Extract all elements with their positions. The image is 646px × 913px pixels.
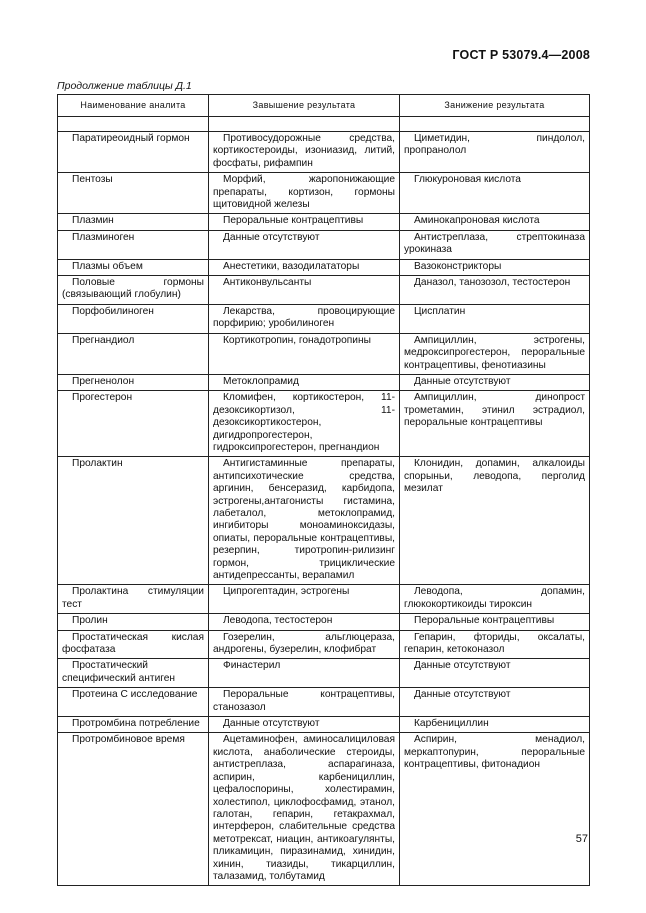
decrease-cell-container <box>400 717 590 733</box>
analyte-cell: Пролин <box>72 615 108 627</box>
analyte-cell-container <box>58 630 209 659</box>
table-row <box>58 717 590 733</box>
page-number: 57 <box>575 833 588 845</box>
table-row <box>58 391 590 457</box>
decrease-cell-container <box>400 688 590 717</box>
analyte-cell: Протеина С исследование <box>72 689 198 701</box>
analyte-cell: Простатический специфический антиген <box>62 660 176 684</box>
increase-cell: Кломифен, кортикостерон, 11-дезоксикортизол, 11-дезоксикортикостерон, дигидропрогестерон, гидроксипрогестерон, прегнандион <box>213 392 395 453</box>
decrease-cell: Даназол, танозозол, тестостерон <box>414 277 571 289</box>
table-row <box>58 259 590 275</box>
decrease-cell-container <box>400 391 590 457</box>
analyte-cell: Половые гормоны (связывающий глобулин) <box>62 277 204 301</box>
decrease-cell: Глюкуроновая кислота <box>414 174 521 186</box>
table-row <box>58 733 590 886</box>
increase-cell: Противосудорожные средства, кортикостероиды, изониазид, литий, фосфаты, рифампин <box>213 133 395 169</box>
increase-cell-container <box>209 391 400 457</box>
spacer-row <box>58 117 590 132</box>
increase-cell: Данные отсутствуют <box>223 718 320 730</box>
decrease-cell-container <box>400 230 590 259</box>
table-row <box>58 230 590 259</box>
table-row <box>58 132 590 173</box>
increase-cell-container <box>209 630 400 659</box>
decrease-cell-container <box>400 457 590 585</box>
decrease-cell: Леводопа, допамин, глюкокортикоиды тироксин <box>404 586 585 610</box>
analyte-cell-container <box>58 276 209 305</box>
analyte-cell: Пролактина стимуляции тест <box>62 586 204 610</box>
table-row <box>58 374 590 390</box>
column-header-increase: Завышение результата <box>209 95 400 117</box>
decrease-cell: Данные отсутствуют <box>414 660 511 672</box>
analyte-cell: Паратиреоидный гормон <box>72 133 190 144</box>
decrease-cell-container <box>400 585 590 614</box>
increase-cell: Антигистаминные препараты, антипсихотические средства, аргинин, бенсеразид, карбидопа, эстрогены,антагонисты гистамина, лабеталол, метоклопрамид, ингибиторы моноаминоксидазы, опиаты, пероральные контрацептивы, резерпин, тиротропин-рилизинг гормон, трициклические антидепрессанты, верапамил <box>213 458 395 581</box>
increase-cell-container <box>209 733 400 886</box>
decrease-cell: Цисплатин <box>414 305 466 317</box>
increase-cell-container <box>209 132 400 173</box>
analyte-cell: Плазмин <box>72 215 114 227</box>
analyte-cell-container <box>58 259 209 275</box>
decrease-cell: Клонидин, допамин, алкалоиды спорыньи, леводопа, перголид мезилат <box>404 458 585 495</box>
analyte-cell-container <box>58 132 209 173</box>
analyte-cell: Прегненолон <box>72 375 135 387</box>
increase-cell: Анестетики, вазодилататоры <box>223 260 360 272</box>
increase-cell: Финастерил <box>223 660 281 672</box>
analyte-cell-container <box>58 733 209 886</box>
table-row <box>58 457 590 585</box>
decrease-cell-container <box>400 214 590 230</box>
increase-cell: Гозерелин, альглюцераза, андрогены, бузерелин, клофибрат <box>213 631 395 656</box>
analyte-cell: Простатическая кислая фосфатаза <box>62 631 204 656</box>
decrease-cell-container <box>400 276 590 305</box>
analyte-cell: Пентозы <box>72 174 113 186</box>
decrease-cell-container <box>400 630 590 659</box>
table-row <box>58 614 590 630</box>
analyte-cell-container <box>58 333 209 374</box>
table-row <box>58 276 590 305</box>
increase-cell: Ацетаминофен, аминосалициловая кислота, анаболические стероиды, антистреплаза, аспарагиназа, аспирин, карбенициллин, цефалоспорины, холестирамин, холестипол, циклофосфамид, этанол, галотан, гепарин, гетакрахмал, интерферон, слабительные средства метотрексат, ниацин, антикоагулянты, пликамицин, пиразинамид, хинидин, хинин, тиазиды, тикарциллин, талазамид, толбутамид <box>213 734 395 882</box>
analyte-cell: Порфобилиноген <box>72 305 154 317</box>
decrease-cell: Циметидин, пиндолол, пропранолол <box>404 133 585 157</box>
increase-cell-container <box>209 276 400 305</box>
table-row <box>58 304 590 333</box>
table-row <box>58 214 590 230</box>
increase-cell-container <box>209 585 400 614</box>
increase-cell-container <box>209 214 400 230</box>
increase-cell: Антиконвульсанты <box>223 277 312 289</box>
decrease-cell-container <box>400 259 590 275</box>
analyte-cell-container <box>58 717 209 733</box>
analyte-cell-container <box>58 614 209 630</box>
analyte-cell-container <box>58 585 209 614</box>
analyte-cell: Плазминоген <box>72 231 135 243</box>
decrease-cell: Аминокапроновая кислота <box>414 215 540 227</box>
increase-cell: Кортикотропин, гонадотропины <box>223 334 371 346</box>
increase-cell: Пероральные контрацептивы, станозазол <box>213 689 395 713</box>
increase-cell-container <box>209 230 400 259</box>
standard-number: ГОСТ Р 53079.4—2008 <box>452 48 590 62</box>
decrease-cell: Гепарин, фториды, оксалаты, гепарин, кетоконазол <box>404 631 585 656</box>
analyte-cell-container <box>58 214 209 230</box>
table-header-row <box>58 95 590 117</box>
table-row <box>58 585 590 614</box>
decrease-cell-container <box>400 733 590 886</box>
decrease-cell-container <box>400 304 590 333</box>
increase-cell: Леводопа, тестостерон <box>223 615 333 627</box>
analyte-table <box>57 94 590 886</box>
decrease-cell: Ампициллин, эстрогены, медроксипрогестерон, пероральные контрацептивы, фенотиазины <box>404 334 585 371</box>
decrease-cell-container <box>400 614 590 630</box>
column-header-decrease: Занижение результата <box>400 95 590 117</box>
increase-cell: Метоклопрамид <box>223 375 299 387</box>
decrease-cell-container <box>400 333 590 374</box>
increase-cell-container <box>209 374 400 390</box>
decrease-cell-container <box>400 173 590 214</box>
analyte-cell-container <box>58 374 209 390</box>
analyte-cell-container <box>58 230 209 259</box>
analyte-cell: Прегнандиол <box>72 334 135 346</box>
table-row <box>58 659 590 688</box>
increase-cell-container <box>209 688 400 717</box>
increase-cell-container <box>209 614 400 630</box>
analyte-cell: Протромбиновое время <box>72 734 185 746</box>
analyte-cell-container <box>58 173 209 214</box>
decrease-cell: Карбенициллин <box>414 718 489 730</box>
table-row <box>58 630 590 659</box>
analyte-cell-container <box>58 391 209 457</box>
decrease-cell-container <box>400 374 590 390</box>
increase-cell: Пероральные контрацептивы <box>223 215 364 227</box>
analyte-cell-container <box>58 457 209 585</box>
decrease-cell: Ампициллин, динопрост трометамин, этинил эстрадиол, пероральные контрацептивы <box>404 392 585 429</box>
increase-cell: Данные отсутствуют <box>223 231 320 243</box>
table-row <box>58 173 590 214</box>
increase-cell-container <box>209 659 400 688</box>
increase-cell: Морфий, жаропонижающие препараты, кортизон, гормоны щитовидной железы <box>213 174 395 211</box>
decrease-cell-container <box>400 132 590 173</box>
increase-cell-container <box>209 173 400 214</box>
increase-cell-container <box>209 457 400 585</box>
decrease-cell-container <box>400 659 590 688</box>
decrease-cell: Данные отсутствуют <box>414 375 511 387</box>
analyte-cell: Прогестерон <box>72 392 133 404</box>
increase-cell: Ципрогептадин, эстрогены <box>223 586 350 598</box>
increase-cell-container <box>209 259 400 275</box>
analyte-cell-container <box>58 304 209 333</box>
decrease-cell: Аспирин, менадиол, меркаптопурин, пероральные контрацептивы, фитонадион <box>404 734 585 771</box>
decrease-cell: Пероральные контрацептивы <box>414 615 555 627</box>
increase-cell-container <box>209 717 400 733</box>
table-caption: Продолжение таблицы Д.1 <box>57 80 192 92</box>
analyte-cell: Пролактин <box>72 458 123 470</box>
analyte-cell: Протромбина потребление <box>72 718 200 730</box>
analyte-cell-container <box>58 688 209 717</box>
analyte-cell-container <box>58 659 209 688</box>
increase-cell: Лекарства, провоцирующие порфирию; уробилиноген <box>213 305 395 330</box>
analyte-cell: Плазмы объем <box>72 260 143 272</box>
column-header-analyte: Наименование аналита <box>58 95 209 117</box>
table-row <box>58 333 590 374</box>
decrease-cell: Данные отсутствуют <box>414 689 511 701</box>
decrease-cell: Вазоконстрикторы <box>414 260 502 272</box>
increase-cell-container <box>209 304 400 333</box>
increase-cell-container <box>209 333 400 374</box>
decrease-cell: Антистреплаза, стрептокиназа урокиназа <box>404 231 585 256</box>
table-row <box>58 688 590 717</box>
